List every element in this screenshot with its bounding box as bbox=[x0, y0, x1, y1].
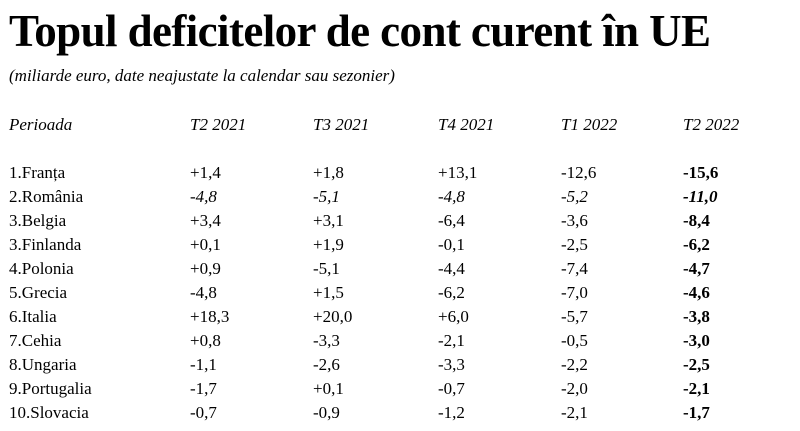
value-cell: -1,2 bbox=[438, 403, 465, 422]
value-cell: -8,4 bbox=[683, 211, 710, 230]
table-body bbox=[0, 162, 800, 426]
value-cell: -2,1 bbox=[438, 331, 465, 350]
value-cell: -7,0 bbox=[561, 283, 588, 302]
value-cell: -5,1 bbox=[313, 187, 340, 206]
value-cell: -5,7 bbox=[561, 307, 588, 326]
value-cell: +18,3 bbox=[190, 307, 230, 326]
value-cell: -6,2 bbox=[438, 283, 465, 302]
value-cell: +13,1 bbox=[438, 163, 478, 182]
value-cell: +1,9 bbox=[313, 235, 344, 254]
value-cell: +1,5 bbox=[313, 283, 344, 302]
value-cell: +3,1 bbox=[313, 211, 344, 230]
value-cell: -3,6 bbox=[561, 211, 588, 230]
value-cell: +6,0 bbox=[438, 307, 469, 326]
value-cell: -4,7 bbox=[683, 259, 710, 278]
table-row bbox=[0, 378, 800, 402]
country-name: 6.Italia bbox=[9, 307, 57, 326]
country-name: 7.Cehia bbox=[9, 331, 62, 350]
value-cell: -0,9 bbox=[313, 403, 340, 422]
header-t2-2022: T2 2022 bbox=[683, 115, 740, 134]
value-cell: -2,1 bbox=[561, 403, 588, 422]
header-t1-2022: T1 2022 bbox=[561, 115, 618, 134]
country-name: 9.Portugalia bbox=[9, 379, 92, 398]
value-cell: -1,1 bbox=[190, 355, 217, 374]
value-cell: -1,7 bbox=[190, 379, 217, 398]
country-name: 3.Finlanda bbox=[9, 235, 82, 254]
value-cell: -15,6 bbox=[683, 163, 719, 182]
value-cell: -2,0 bbox=[561, 379, 588, 398]
country-name: 8.Ungaria bbox=[9, 355, 77, 374]
page-subtitle: (miliarde euro, date neajustate la calendar sau sezonier) bbox=[9, 66, 395, 85]
table-row bbox=[0, 258, 800, 282]
value-cell: +0,1 bbox=[190, 235, 221, 254]
value-cell: -5,1 bbox=[313, 259, 340, 278]
table-header bbox=[0, 115, 800, 137]
country-name: 1.Franța bbox=[9, 163, 66, 182]
country-name: 10.Slovacia bbox=[9, 403, 89, 422]
value-cell: -3,3 bbox=[313, 331, 340, 350]
value-cell: -12,6 bbox=[561, 163, 597, 182]
table-row bbox=[0, 210, 800, 234]
value-cell: -3,3 bbox=[438, 355, 465, 374]
table-row bbox=[0, 330, 800, 354]
value-cell: +3,4 bbox=[190, 211, 221, 230]
value-cell: +1,4 bbox=[190, 163, 221, 182]
value-cell: +20,0 bbox=[313, 307, 353, 326]
value-cell: -6,2 bbox=[683, 235, 710, 254]
country-name: 2.România bbox=[9, 187, 84, 206]
header-t3-2021: T3 2021 bbox=[313, 115, 370, 134]
value-cell: -6,4 bbox=[438, 211, 465, 230]
value-cell: -3,0 bbox=[683, 331, 710, 350]
value-cell: +0,8 bbox=[190, 331, 221, 350]
header-perioada: Perioada bbox=[9, 115, 73, 134]
table-row bbox=[0, 234, 800, 258]
table-row bbox=[0, 282, 800, 306]
value-cell: -1,7 bbox=[683, 403, 710, 422]
value-cell: -0,7 bbox=[190, 403, 217, 422]
value-cell: -2,6 bbox=[313, 355, 340, 374]
value-cell: -4,8 bbox=[190, 187, 217, 206]
country-name: 4.Polonia bbox=[9, 259, 74, 278]
page-title: Topul deficitelor de cont curent în UE bbox=[9, 6, 711, 56]
table-row bbox=[0, 162, 800, 186]
value-cell: -5,2 bbox=[561, 187, 588, 206]
country-name: 5.Grecia bbox=[9, 283, 68, 302]
table-row bbox=[0, 354, 800, 378]
value-cell: -2,5 bbox=[683, 355, 710, 374]
value-cell: -4,4 bbox=[438, 259, 465, 278]
table-row bbox=[0, 186, 800, 210]
header-t4-2021: T4 2021 bbox=[438, 115, 495, 134]
value-cell: +0,9 bbox=[190, 259, 221, 278]
table-row bbox=[0, 306, 800, 330]
table-row bbox=[0, 402, 800, 426]
value-cell: -0,5 bbox=[561, 331, 588, 350]
value-cell: -11,0 bbox=[683, 187, 718, 206]
header-t2-2021: T2 2021 bbox=[190, 115, 247, 134]
value-cell: -0,1 bbox=[438, 235, 465, 254]
value-cell: -2,2 bbox=[561, 355, 588, 374]
value-cell: -7,4 bbox=[561, 259, 588, 278]
country-name: 3.Belgia bbox=[9, 211, 67, 230]
value-cell: -3,8 bbox=[683, 307, 710, 326]
value-cell: +1,8 bbox=[313, 163, 344, 182]
value-cell: -4,8 bbox=[190, 283, 217, 302]
value-cell: -4,8 bbox=[438, 187, 465, 206]
value-cell: +0,1 bbox=[313, 379, 344, 398]
value-cell: -4,6 bbox=[683, 283, 710, 302]
value-cell: -2,1 bbox=[683, 379, 710, 398]
value-cell: -2,5 bbox=[561, 235, 588, 254]
value-cell: -0,7 bbox=[438, 379, 465, 398]
